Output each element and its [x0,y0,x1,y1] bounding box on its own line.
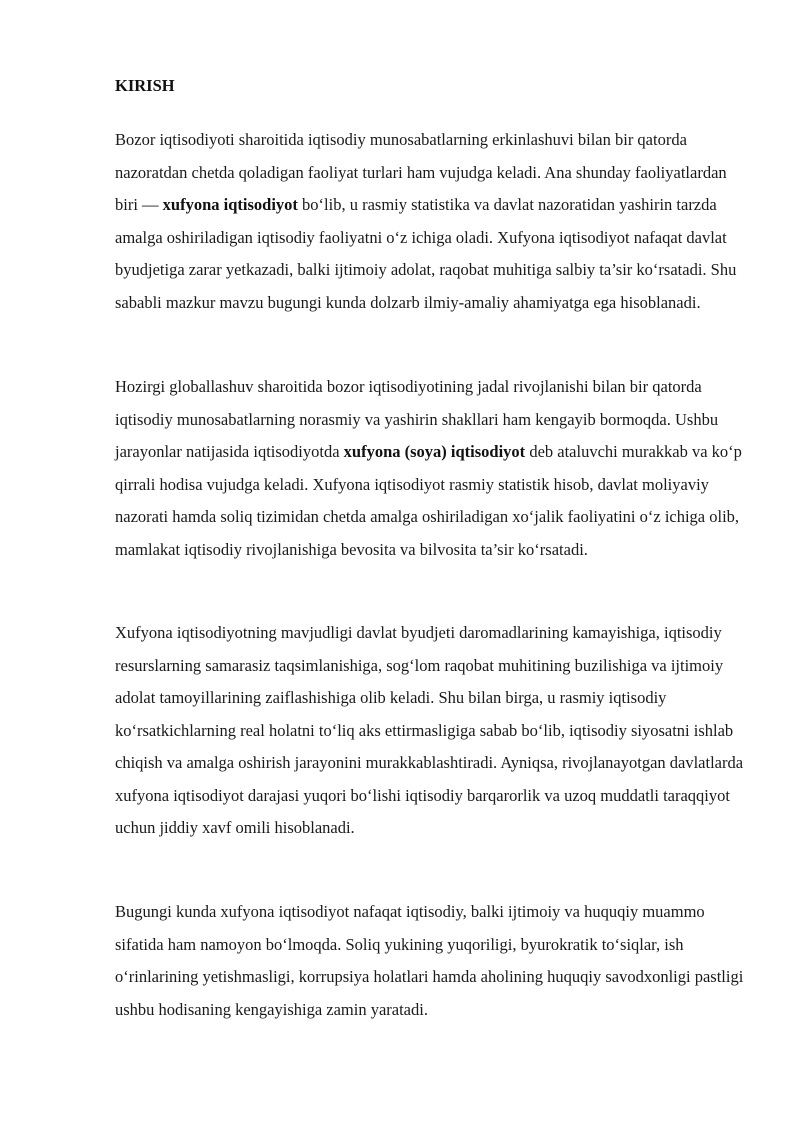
paragraph-3: Xufyona iqtisodiyotning mavjudligi davlat byudjeti daromadlarining kamayishiga, iqtisodiy resurslarning samarasiz taqsimlanishiga, sog‘lom raqobat muhitining buzilishiga va ijtimoiy adolat tamoyillarining zaiflashishiga olib keladi. Shu bilan birga, u rasmiy iqtisodiy ko‘rsatkichlarning real holatni to‘liq aks ettirmasligiga sabab bo‘lib, iqtisodiy siyosatni ishlab chiqish va amalga oshirish jarayonini murakkablashtiradi. Ayniqsa, rivojlanayotgan davlatlarda xufyona iqtisodiyot darajasi yuqori bo‘lishi iqtisodiy barqarorlik va uzoq muddatli taraqqiyot uchun jiddiy xavf omili hisoblanadi. [115,623,744,837]
section-heading: KIRISH [115,76,175,95]
paragraph-2-bold-term: xufyona (soya) iqtisodiyot [343,442,526,461]
paragraph-1-bold-term: xufyona iqtisodiyot [162,195,298,214]
paragraph-2-text-end: deb ataluvchi murakkab va ko‘p qirrali hodisa vujudga keladi. Xufyona iqtisodiyot rasmiy statistik hisob, davlat moliyaviy nazorati hamda soliq tizimidan chetda amalga oshiriladigan xo‘jalik faoliyatini o‘z ichiga olib, mamlakat iqtisodiy rivojlanishiga bevosita va bilvosita ta’sir ko‘rsatadi. [115,442,742,559]
paragraph-1-text-end: bo‘lib, u rasmiy statistika va davlat nazoratidan yashirin tarzda amalga oshiriladigan iqtisodiy faoliyatni o‘z ichiga oladi. Xufyona iqtisodiyot nafaqat davlat byudjetiga zarar yetkazadi, balki ijtimoiy adolat, raqobat muhitiga salbiy ta’sir ko‘rsatadi. Shu sababli mazkur mavzu bugungi kunda dolzarb ilmiy-amaliy ahamiyatga ega hisoblanadi. [115,195,737,312]
paragraph-2-text-start: Hozirgi globallashuv sharoitida bozor iqtisodiyotining jadal rivojlanishi bilan bir qatorda iqtisodiy munosabatlarning norasmiy va yashirin shakllari ham kengayib bormoqda. Ushbu jarayonlar natijasida iqtisodiyotda [115,377,719,461]
paragraph-1-text-start: Bozor iqtisodiyoti sharoitida iqtisodiy munosabatlarning erkinlashuvi bilan bir qatorda nazoratdan chetda qoladigan faoliyat turlari ham vujudga keladi. Ana shunday faoliyatlardan biri — [115,130,727,214]
paragraph-4: Bugungi kunda xufyona iqtisodiyot nafaqat iqtisodiy, balki ijtimoiy va huquqiy muammo sifatida ham namoyon bo‘lmoqda. Soliq yukining yuqoriligi, byurokratik to‘siqlar, ish o‘rinlarining yetishmasligi, korrupsiya holatlari hamda aholining huquqiy savodxonligi pastligi ushbu hodisaning kengayishiga zamin yaratadi. [115,902,744,1019]
paragraph-1 [115,124,745,319]
paragraph-2 [115,371,745,566]
